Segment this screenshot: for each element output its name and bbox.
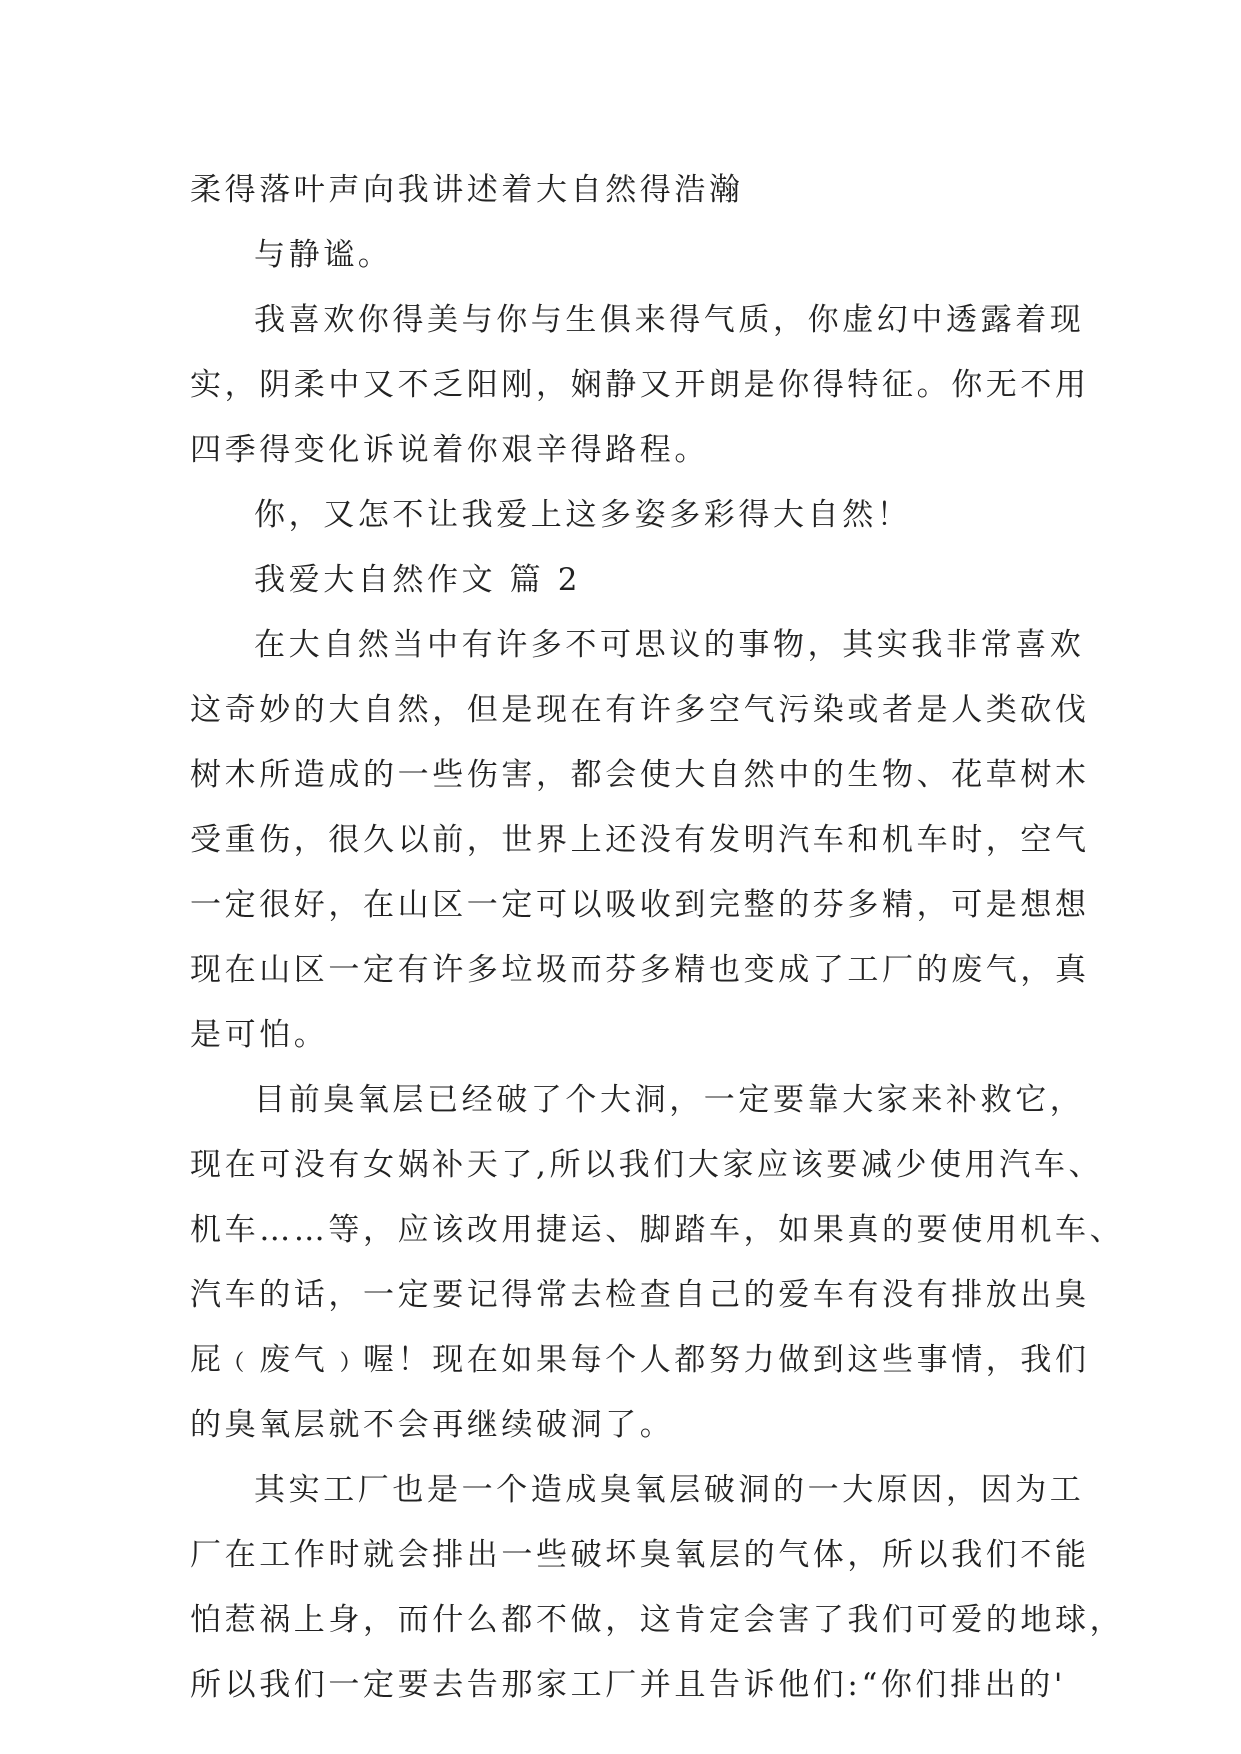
text-line-8: 在大自然当中有许多不可思议的事物，其实我非常喜欢 [254, 627, 1085, 663]
text-line-1: 柔得落叶声向我讲述着大自然得浩瀚 [190, 172, 744, 208]
section-heading: 我爱大自然作文 篇 2 [254, 562, 582, 598]
text-line-14: 是可怕。 [190, 1017, 329, 1053]
text-line-16: 现在可没有女娲补天了,所以我们大家应该要减少使用汽车、 [190, 1147, 1104, 1183]
text-line-5: 四季得变化诉说着你艰辛得路程。 [190, 432, 709, 468]
text-line-17: 机车……等，应该改用捷运、脚踏车，如果真的要使用机车、 [190, 1212, 1125, 1248]
text-line-22: 厂在工作时就会排出一些破坏臭氧层的气体，所以我们不能 [190, 1537, 1090, 1573]
text-line-11: 受重伤，很久以前，世界上还没有发明汽车和机车时，空气 [190, 822, 1090, 858]
text-line-10: 树木所造成的一些伤害，都会使大自然中的生物、花草树木 [190, 757, 1090, 793]
text-line-4: 实，阴柔中又不乏阳刚，娴静又开朗是你得特征。你无不用 [190, 367, 1090, 403]
text-line-20: 的臭氧层就不会再继续破洞了。 [190, 1407, 675, 1443]
text-line-23: 怕惹祸上身，而什么都不做，这肯定会害了我们可爱的地球， [190, 1602, 1125, 1638]
text-line-19: 屁﹙废气﹚喔！现在如果每个人都努力做到这些事情，我们 [190, 1342, 1090, 1378]
text-line-12: 一定很好，在山区一定可以吸收到完整的芬多精，可是想想 [190, 887, 1090, 923]
text-line-6: 你，又怎不让我爱上这多姿多彩得大自然！ [254, 497, 912, 533]
text-line-2: 与静谧。 [254, 237, 393, 273]
document-body [190, 158, 1125, 1718]
text-line-3: 我喜欢你得美与你与生俱来得气质，你虚幻中透露着现 [254, 302, 1085, 338]
text-line-18: 汽车的话，一定要记得常去检查自己的爱车有没有排放出臭 [190, 1277, 1090, 1313]
text-line-13: 现在山区一定有许多垃圾而芬多精也变成了工厂的废气，真 [190, 952, 1090, 988]
text-line-24: 所以我们一定要去告那家工厂并且告诉他们:“你们排出的' [190, 1667, 1067, 1703]
text-line-9: 这奇妙的大自然，但是现在有许多空气污染或者是人类砍伐 [190, 692, 1090, 728]
text-line-21: 其实工厂也是一个造成臭氧层破洞的一大原因，因为工 [254, 1472, 1085, 1508]
text-line-15: 目前臭氧层已经破了个大洞，一定要靠大家来补救它， [254, 1082, 1085, 1118]
